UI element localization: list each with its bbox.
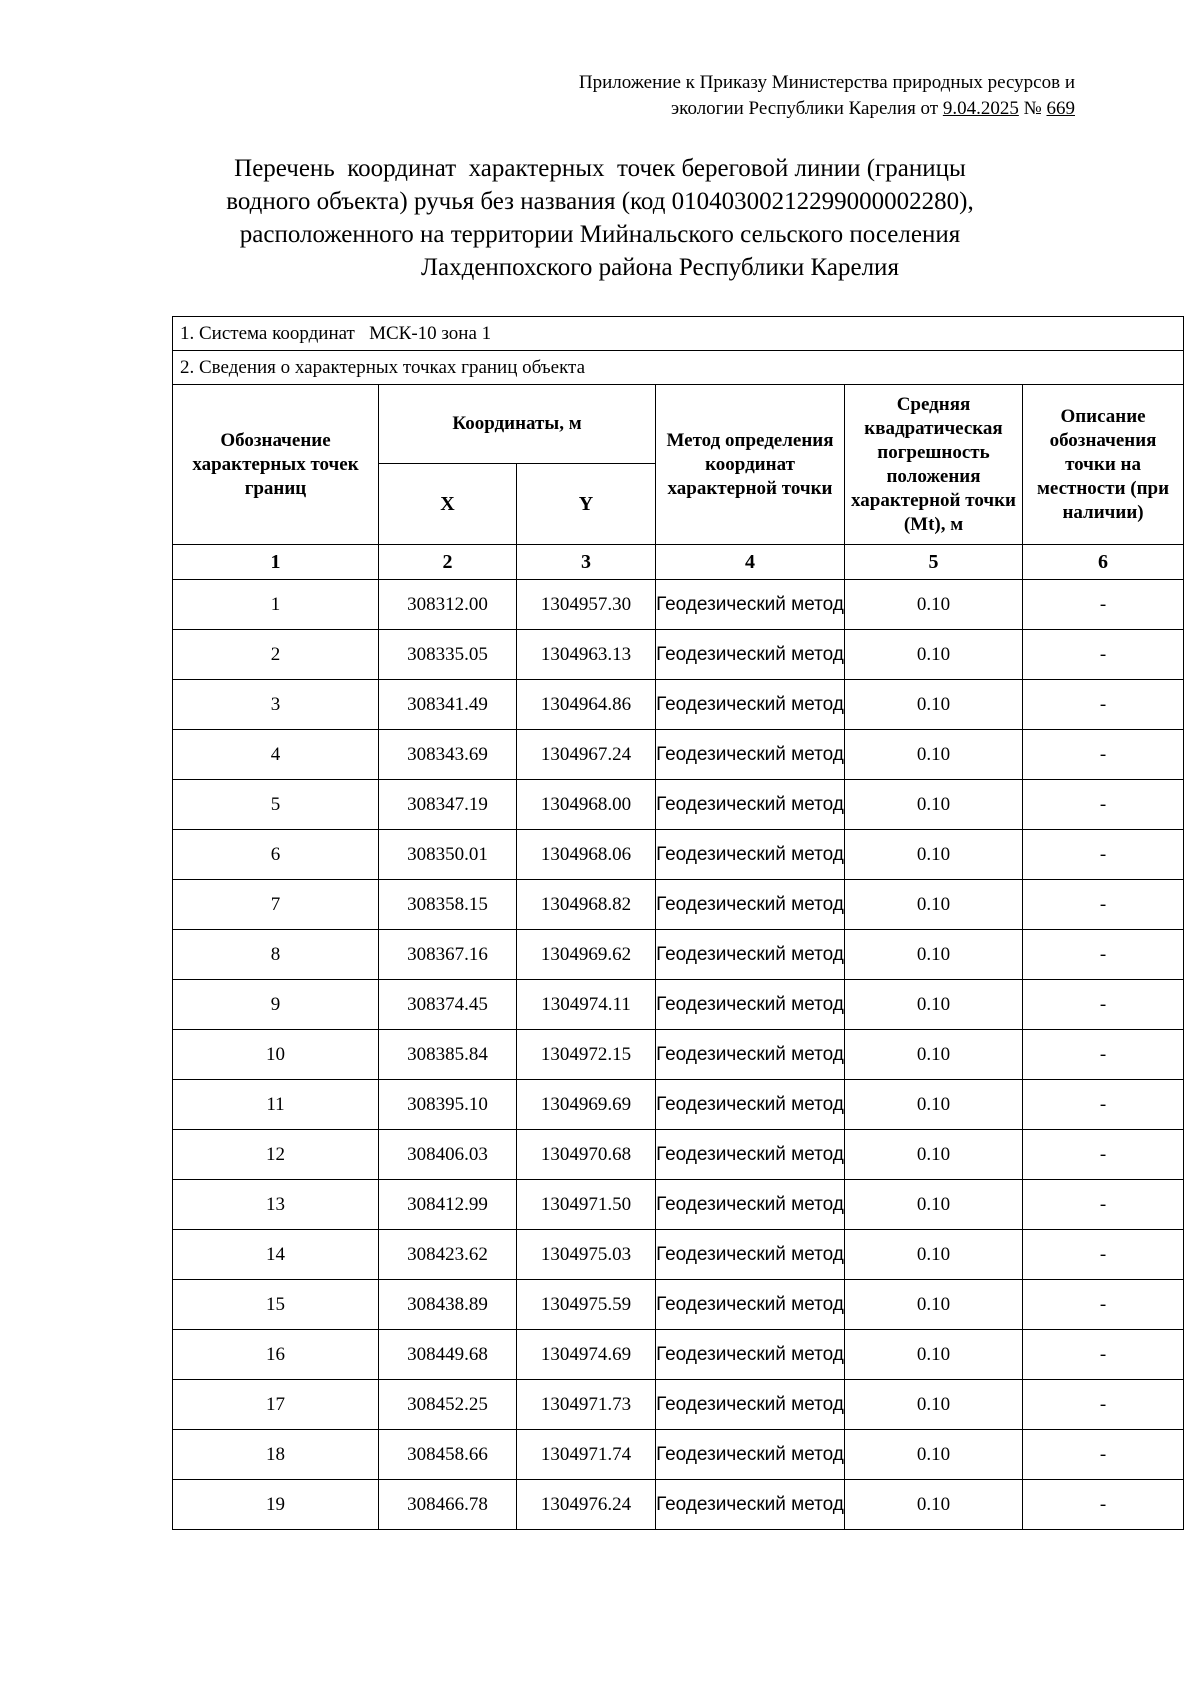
description-cell: - <box>1023 580 1184 630</box>
description-cell: - <box>1023 830 1184 880</box>
table-row <box>173 1430 1184 1480</box>
mt-error-cell: 0.10 <box>845 630 1023 680</box>
description-cell: - <box>1023 1130 1184 1180</box>
x-coordinate-cell: 308423.62 <box>379 1230 517 1280</box>
y-coordinate-cell: 1304963.13 <box>517 630 656 680</box>
title-line-2: водного объекта) ручья без названия (код 01040300212299000002280), <box>226 188 974 215</box>
y-coordinate-cell: 1304976.24 <box>517 1480 656 1530</box>
description-cell: - <box>1023 1380 1184 1430</box>
x-coordinate-cell: 308358.15 <box>379 880 517 930</box>
mt-error-cell: 0.10 <box>845 1380 1023 1430</box>
x-coordinate-cell: 308367.16 <box>379 930 517 980</box>
y-coordinate-cell: 1304967.24 <box>517 730 656 780</box>
description-cell: - <box>1023 1330 1184 1380</box>
point-number-cell: 15 <box>173 1280 379 1330</box>
points-info-row <box>173 351 1184 385</box>
table-row <box>173 880 1184 930</box>
mt-error-cell: 0.10 <box>845 1280 1023 1330</box>
table-row <box>173 830 1184 880</box>
description-cell: - <box>1023 680 1184 730</box>
description-cell: - <box>1023 880 1184 930</box>
mt-error-cell: 0.10 <box>845 880 1023 930</box>
method-cell: Геодезический метод <box>656 930 845 980</box>
point-number-cell: 2 <box>173 630 379 680</box>
y-coordinate-cell: 1304969.62 <box>517 930 656 980</box>
method-cell: Геодезический метод <box>656 1430 845 1480</box>
point-number-cell: 13 <box>173 1180 379 1230</box>
point-number-cell: 11 <box>173 1080 379 1130</box>
point-number-cell: 10 <box>173 1030 379 1080</box>
point-number-cell: 18 <box>173 1430 379 1480</box>
mt-error-cell: 0.10 <box>845 680 1023 730</box>
method-cell: Геодезический метод <box>656 680 845 730</box>
number-sign: № <box>1023 98 1042 119</box>
table-row <box>173 1080 1184 1130</box>
column-number: 5 <box>845 545 1023 580</box>
y-coordinate-cell: 1304971.74 <box>517 1430 656 1480</box>
table-row <box>173 1030 1184 1080</box>
table-row <box>173 1280 1184 1330</box>
column-number: 3 <box>517 545 656 580</box>
header-y: Y <box>517 464 656 545</box>
description-cell: - <box>1023 1280 1184 1330</box>
header-error: Средняя квадратическая погрешность положения характерной точки (Mt), м <box>845 385 1023 545</box>
x-coordinate-cell: 308374.45 <box>379 980 517 1030</box>
mt-error-cell: 0.10 <box>845 1080 1023 1130</box>
point-number-cell: 1 <box>173 580 379 630</box>
y-coordinate-cell: 1304968.00 <box>517 780 656 830</box>
header-method: Метод определения координат характерной точки <box>656 385 845 545</box>
y-coordinate-cell: 1304971.73 <box>517 1380 656 1430</box>
table-row <box>173 680 1184 730</box>
mt-error-cell: 0.10 <box>845 1230 1023 1280</box>
x-coordinate-cell: 308458.66 <box>379 1430 517 1480</box>
table-row <box>173 730 1184 780</box>
title-line-3: расположенного на территории Мийнальского сельского поселения <box>239 221 961 248</box>
point-number-cell: 7 <box>173 880 379 930</box>
mt-error-cell: 0.10 <box>845 1180 1023 1230</box>
header-x: X <box>379 464 517 545</box>
description-cell: - <box>1023 1230 1184 1280</box>
mt-error-cell: 0.10 <box>845 980 1023 1030</box>
point-number-cell: 4 <box>173 730 379 780</box>
coord-system-row <box>173 317 1184 351</box>
mt-error-cell: 0.10 <box>845 930 1023 980</box>
mt-error-cell: 0.10 <box>845 1430 1023 1480</box>
mt-error-cell: 0.10 <box>845 830 1023 880</box>
method-cell: Геодезический метод <box>656 730 845 780</box>
description-cell: - <box>1023 980 1184 1030</box>
y-coordinate-cell: 1304975.59 <box>517 1280 656 1330</box>
method-cell: Геодезический метод <box>656 1380 845 1430</box>
appendix-header <box>435 70 1075 122</box>
y-coordinate-cell: 1304970.68 <box>517 1130 656 1180</box>
point-number-cell: 16 <box>173 1330 379 1380</box>
coord-system-text: 1. Система координат МСК-10 зона 1 <box>180 322 492 344</box>
x-coordinate-cell: 308350.01 <box>379 830 517 880</box>
point-number-cell: 5 <box>173 780 379 830</box>
coordinates-table <box>172 316 1184 1530</box>
method-cell: Геодезический метод <box>656 1130 845 1180</box>
description-cell: - <box>1023 1480 1184 1530</box>
mt-error-cell: 0.10 <box>845 1480 1023 1530</box>
x-coordinate-cell: 308347.19 <box>379 780 517 830</box>
method-cell: Геодезический метод <box>656 580 845 630</box>
column-number: 6 <box>1023 545 1184 580</box>
column-number: 1 <box>173 545 379 580</box>
point-number-cell: 9 <box>173 980 379 1030</box>
appendix-line-2 <box>435 96 1075 122</box>
point-number-cell: 17 <box>173 1380 379 1430</box>
point-number-cell: 19 <box>173 1480 379 1530</box>
description-cell: - <box>1023 630 1184 680</box>
column-number: 4 <box>656 545 845 580</box>
method-cell: Геодезический метод <box>656 980 845 1030</box>
method-cell: Геодезический метод <box>656 1180 845 1230</box>
method-cell: Геодезический метод <box>656 830 845 880</box>
description-cell: - <box>1023 930 1184 980</box>
order-number: 669 <box>1046 98 1075 119</box>
description-cell: - <box>1023 1430 1184 1480</box>
x-coordinate-cell: 308412.99 <box>379 1180 517 1230</box>
mt-error-cell: 0.10 <box>845 730 1023 780</box>
table-row <box>173 1180 1184 1230</box>
table-row <box>173 1130 1184 1180</box>
method-cell: Геодезический метод <box>656 630 845 680</box>
description-cell: - <box>1023 1030 1184 1080</box>
header-description: Описание обозначения точки на местности (при наличии) <box>1023 385 1184 545</box>
x-coordinate-cell: 308341.49 <box>379 680 517 730</box>
x-coordinate-cell: 308466.78 <box>379 1480 517 1530</box>
mt-error-cell: 0.10 <box>845 1330 1023 1380</box>
column-number: 2 <box>379 545 517 580</box>
x-coordinate-cell: 308312.00 <box>379 580 517 630</box>
table-row <box>173 980 1184 1030</box>
description-cell: - <box>1023 1080 1184 1130</box>
y-coordinate-cell: 1304968.06 <box>517 830 656 880</box>
point-number-cell: 14 <box>173 1230 379 1280</box>
header-designation: Обозначение характерных точек границ <box>173 385 379 545</box>
method-cell: Геодезический метод <box>656 1480 845 1530</box>
mt-error-cell: 0.10 <box>845 1130 1023 1180</box>
x-coordinate-cell: 308395.10 <box>379 1080 517 1130</box>
description-cell: - <box>1023 730 1184 780</box>
table-row <box>173 580 1184 630</box>
point-number-cell: 12 <box>173 1130 379 1180</box>
method-cell: Геодезический метод <box>656 1280 845 1330</box>
y-coordinate-cell: 1304971.50 <box>517 1180 656 1230</box>
y-coordinate-cell: 1304968.82 <box>517 880 656 930</box>
x-coordinate-cell: 308406.03 <box>379 1130 517 1180</box>
y-coordinate-cell: 1304974.11 <box>517 980 656 1030</box>
table-row <box>173 1230 1184 1280</box>
table-row <box>173 1480 1184 1530</box>
mt-error-cell: 0.10 <box>845 780 1023 830</box>
method-cell: Геодезический метод <box>656 1230 845 1280</box>
points-info-text: 2. Сведения о характерных точках границ объекта <box>180 356 586 378</box>
x-coordinate-cell: 308343.69 <box>379 730 517 780</box>
x-coordinate-cell: 308449.68 <box>379 1330 517 1380</box>
table-row <box>173 930 1184 980</box>
header-coordinates: Координаты, м <box>379 385 656 464</box>
appendix-line-1: Приложение к Приказу Министерства природных ресурсов и <box>578 72 1075 93</box>
mt-error-cell: 0.10 <box>845 580 1023 630</box>
y-coordinate-cell: 1304964.86 <box>517 680 656 730</box>
document-title <box>150 152 1050 284</box>
method-cell: Геодезический метод <box>656 1080 845 1130</box>
description-cell: - <box>1023 1180 1184 1230</box>
x-coordinate-cell: 308385.84 <box>379 1030 517 1080</box>
appendix-line-2-prefix: экологии Республики Карелия от <box>671 98 939 119</box>
y-coordinate-cell: 1304957.30 <box>517 580 656 630</box>
point-number-cell: 8 <box>173 930 379 980</box>
table-row <box>173 1380 1184 1430</box>
mt-error-cell: 0.10 <box>845 1030 1023 1080</box>
title-line-4: Лахденпохского района Республики Карелия <box>421 254 899 281</box>
method-cell: Геодезический метод <box>656 880 845 930</box>
description-cell: - <box>1023 780 1184 830</box>
title-line-1: Перечень координат характерных точек береговой линии (границы <box>234 155 966 182</box>
method-cell: Геодезический метод <box>656 1330 845 1380</box>
y-coordinate-cell: 1304972.15 <box>517 1030 656 1080</box>
order-date: 9.04.2025 <box>942 98 1019 119</box>
y-coordinate-cell: 1304975.03 <box>517 1230 656 1280</box>
method-cell: Геодезический метод <box>656 1030 845 1080</box>
point-number-cell: 3 <box>173 680 379 730</box>
y-coordinate-cell: 1304969.69 <box>517 1080 656 1130</box>
point-number-cell: 6 <box>173 830 379 880</box>
y-coordinate-cell: 1304974.69 <box>517 1330 656 1380</box>
table-row <box>173 780 1184 830</box>
coordinates-rows <box>173 580 1184 1530</box>
table-row <box>173 1330 1184 1380</box>
x-coordinate-cell: 308452.25 <box>379 1380 517 1430</box>
x-coordinate-cell: 308438.89 <box>379 1280 517 1330</box>
table-row <box>173 630 1184 680</box>
x-coordinate-cell: 308335.05 <box>379 630 517 680</box>
method-cell: Геодезический метод <box>656 780 845 830</box>
